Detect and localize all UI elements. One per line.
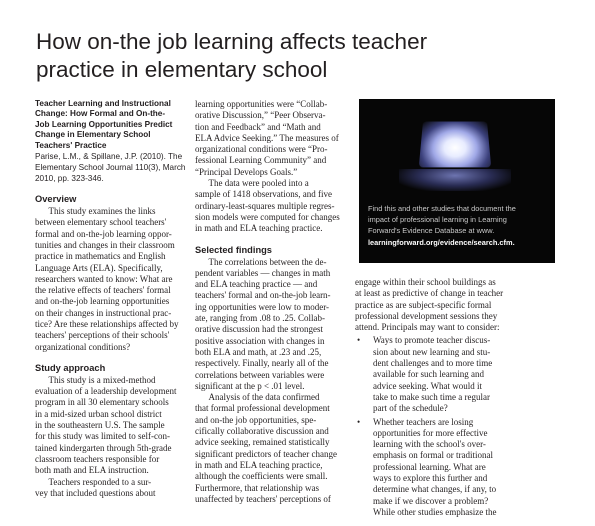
text-line: in math and ELA teaching practice.: [195, 223, 323, 234]
text-line: significant predictors of teacher change: [195, 448, 337, 459]
text-line: This study is a mixed-method: [35, 374, 156, 385]
text-line: organizational conditions were “Pro-: [195, 144, 328, 155]
callout-line: impact of professional learning in Learning: [368, 215, 507, 225]
text-line: part of the schedule?: [373, 403, 448, 414]
text-line: in a mid-sized urban school district: [35, 408, 162, 419]
text-line: fessional Learning Community” and: [195, 155, 327, 166]
text-line: determine what changes, if any, to: [373, 484, 497, 495]
text-line: sample of 1418 observations, and five: [195, 189, 332, 200]
text-line: Ways to promote teacher discus-: [373, 335, 491, 346]
text-line: ELA Advice Seeking.” The measures of: [195, 132, 339, 143]
text-line: between elementary school teachers': [35, 217, 167, 228]
findings-heading: Selected findings: [195, 244, 272, 255]
text-line: sion about new learning and stu-: [373, 346, 491, 357]
text-line: While other studies emphasize the: [373, 506, 497, 517]
text-line: make if we discover a problem?: [373, 495, 489, 506]
text-line: evaluation of a leadership development: [35, 386, 177, 397]
text-line: take to make such time a regular: [373, 391, 490, 402]
text-line: practice in mathematics and English: [35, 251, 166, 262]
title-line: practice in elementary school: [36, 57, 328, 82]
text-line: program in all 30 elementary schools: [35, 397, 169, 408]
text-line: correlations between variables were: [195, 369, 325, 380]
text-line: ing opportunities were low to moder-: [195, 301, 330, 312]
text-line: both ELA and math, at .23 and .25,: [195, 346, 322, 357]
findings-paragraph: [195, 257, 345, 506]
text-line: “Principal Develops Goals.”: [195, 166, 298, 177]
text-line: the relative effects of teachers' formal: [35, 285, 171, 296]
approach-paragraph: [35, 375, 185, 499]
citation-line: Parise, L.M., & Spillane, J.P. (2010). The: [35, 152, 183, 162]
article-title: [35, 99, 185, 151]
callout-text: [368, 203, 550, 248]
laptop-base-glow: [399, 169, 511, 191]
text-line: Language Arts (ELA). Specifically,: [35, 262, 163, 273]
text-line: tice? Are these relationships affected by: [35, 319, 179, 329]
text-line: Whether teachers are losing: [373, 416, 474, 427]
text-line: Furthermore, that relationship was: [195, 482, 319, 493]
text-line: advice seeking. What would it: [373, 380, 483, 391]
text-line: The correlations between the de-: [195, 256, 327, 267]
text-line: sion models were computed for changes: [195, 211, 340, 222]
citation: [35, 151, 185, 184]
title-line: How on-the job learning affects teacher: [36, 29, 428, 54]
text-line: and ELA teaching practice — and: [195, 279, 318, 290]
text-line: advice seeking, remained statistically: [195, 437, 330, 448]
bullet-item: [355, 335, 555, 414]
text-line: respectively. Finally, nearly all of the: [195, 358, 329, 369]
text-line: teachers' perceptions of their schools': [35, 330, 170, 341]
laptop-screen-glow: [419, 122, 491, 168]
text-line: attend. Principals may want to consider:: [355, 322, 500, 333]
text-line: that formal professional development: [195, 403, 330, 414]
text-line: tunities and changes in their classroom: [35, 239, 175, 250]
text-line: orative Discussion,” “Peer Observa-: [195, 110, 326, 121]
text-line: organizational conditions?: [35, 341, 131, 352]
text-line: at least as predictive of change in teacher: [355, 288, 504, 299]
article-title-line: Change: How Formal and On-the-: [35, 109, 166, 119]
text-line: emphasis on formal or traditional: [373, 450, 493, 461]
text-line: practice as are subject-specific formal: [355, 299, 492, 310]
text-line: positive association with changes in: [195, 335, 325, 346]
text-line: and on-the-job learning opportunities: [35, 296, 170, 307]
text-line: Teachers responded to a sur-: [35, 476, 152, 487]
text-line: for this study was limited to self-con-: [35, 431, 170, 442]
page-title: [36, 28, 576, 84]
text-line: professional learning. What are: [373, 461, 486, 472]
text-line: learning opportunities were “Collab-: [195, 99, 328, 109]
bullet-icon: •: [357, 416, 361, 427]
text-line: The data were pooled into a: [195, 178, 309, 189]
text-line: pendent variables — changes in math: [195, 267, 331, 278]
right-column-text: [355, 277, 555, 518]
column-left: [35, 99, 185, 499]
methods-paragraph: [195, 99, 345, 235]
text-line: tion and Feedback” and “Math and: [195, 121, 321, 132]
callout-line: Forward's Evidence Database at www.: [368, 226, 495, 236]
callout-line: Find this and other studies that document the: [368, 204, 516, 213]
text-line: ordinary-least-squares multiple regres-: [195, 200, 335, 211]
text-line: and on-the job opportunities, spe-: [195, 414, 317, 425]
text-line: in the southeastern U.S. The sample: [35, 420, 165, 431]
text-line: teachers' formal and on-the-job learn-: [195, 290, 331, 301]
text-line: unaffected by teachers' perceptions of: [195, 493, 331, 504]
text-line: classroom teachers responsible for: [35, 453, 160, 464]
text-line: available for such learning and: [373, 369, 484, 380]
overview-paragraph: [35, 206, 185, 353]
text-line: both math and ELA instruction.: [35, 465, 149, 476]
column-middle: [195, 99, 345, 505]
article-title-line: Job Learning Opportunities Predict: [35, 119, 173, 129]
approach-heading: Study approach: [35, 362, 106, 373]
text-line: cifically collaborative discussion and: [195, 426, 329, 437]
text-line: vey that included questions about: [35, 487, 156, 498]
text-line: learning with the school's over-: [373, 439, 486, 450]
text-line: significant at the p < .01 level.: [195, 380, 305, 391]
article-title-line: Teacher Learning and Instructional: [35, 99, 171, 108]
text-line: ways to explore this further and: [373, 473, 488, 484]
evidence-database-callout: [359, 99, 555, 263]
bullet-item: [355, 417, 555, 519]
text-line: formal and on-the-job learning oppor-: [35, 228, 172, 239]
text-line: engage within their school buildings as: [355, 277, 496, 287]
text-line: orative discussion had the strongest: [195, 324, 323, 335]
article-title-line: Teachers' Practice: [35, 140, 107, 150]
text-line: This study examines the links: [35, 206, 156, 217]
text-line: professional development sessions they: [355, 310, 498, 321]
article-title-line: Change in Elementary School: [35, 130, 151, 140]
text-line: dent challenges and to more time: [373, 358, 493, 369]
citation-line: 2010, pp. 323-346.: [35, 174, 104, 184]
citation-line: Elementary School Journal 110(3), March: [35, 163, 186, 173]
text-line: Analysis of the data confirmed: [195, 392, 320, 403]
text-line: researchers wanted to know: What are: [35, 273, 173, 284]
text-line: opportunities for more effective: [373, 427, 488, 438]
callout-link[interactable]: learningforward.org/evidence/search.cfm.: [368, 237, 515, 247]
overview-heading: Overview: [35, 194, 77, 205]
text-line: tained kindergarten through 5th-grade: [35, 442, 172, 453]
bullet-icon: •: [357, 335, 361, 346]
text-line: in math and ELA teaching practice,: [195, 459, 323, 470]
text-line: on their changes in instructional prac-: [35, 307, 172, 318]
text-line: although the coefficients were small.: [195, 471, 328, 482]
text-line: ate, ranging from .08 to .25. Collab-: [195, 313, 325, 324]
